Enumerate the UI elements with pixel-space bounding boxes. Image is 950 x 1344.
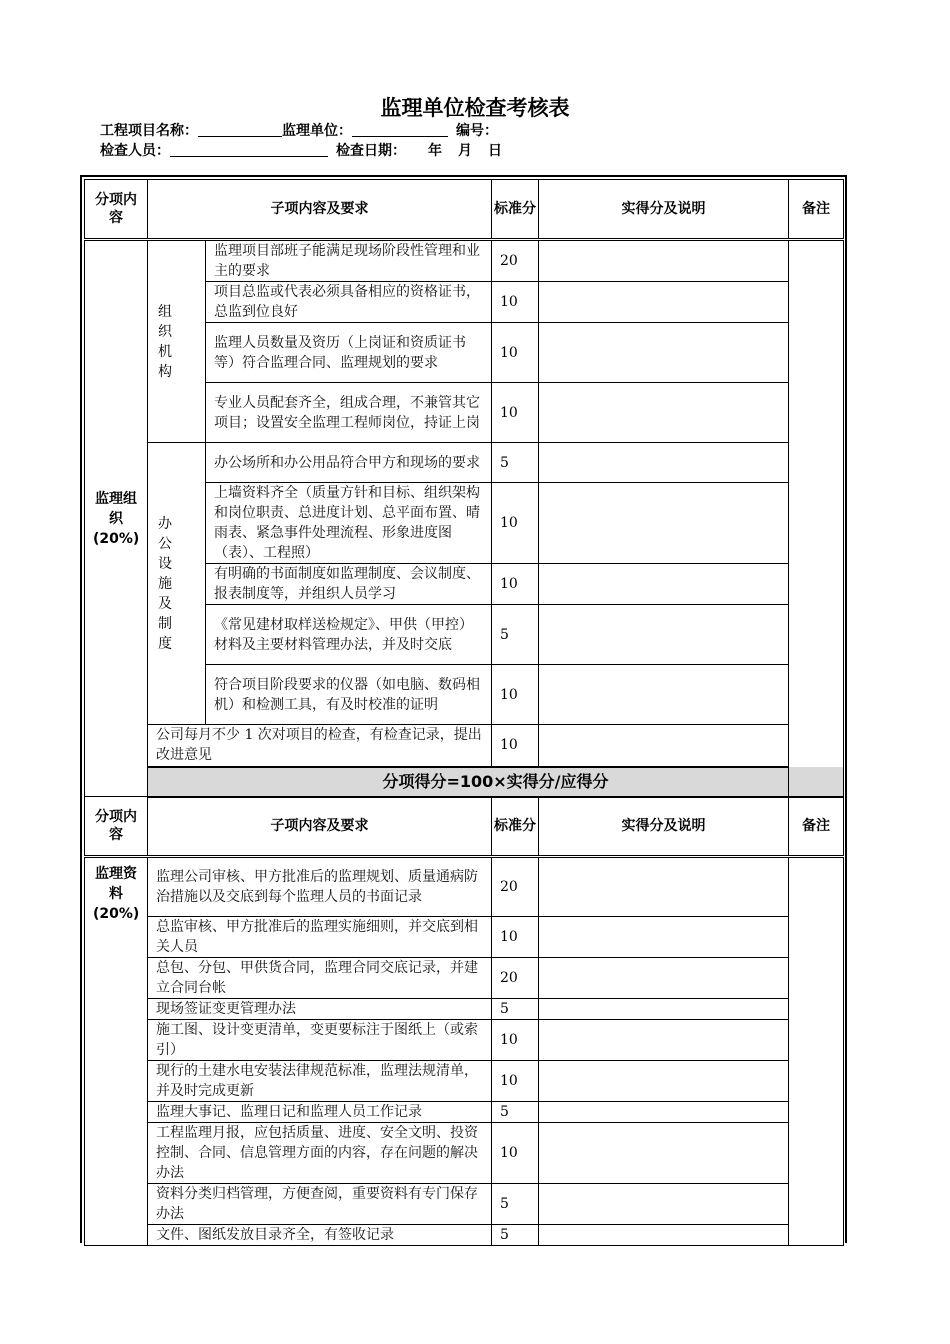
- actual-score-cell[interactable]: [539, 240, 789, 282]
- number-label: 编号：: [456, 123, 498, 139]
- header-content: 子项内容及要求: [148, 797, 492, 857]
- subgroup-cell: 办 公 设 施 及 制 度: [148, 443, 206, 725]
- day-label: 日: [488, 143, 502, 159]
- actual-score-cell[interactable]: [539, 917, 789, 958]
- item-text: 项目总监或代表必须具备相应的资格证书，总监到位良好: [206, 282, 492, 323]
- table-row: [85, 1184, 844, 1225]
- actual-score-cell[interactable]: [539, 564, 789, 605]
- item-text: 《常见建材取样送检规定》、甲供（甲控）材料及主要材料管理办法，并及时交底: [206, 605, 492, 665]
- header-actual-score: 实得分及说明: [539, 797, 789, 857]
- table-row: [85, 999, 844, 1020]
- standard-score: 10: [492, 564, 539, 605]
- table-row: [85, 958, 844, 999]
- actual-score-cell[interactable]: [539, 483, 789, 564]
- category-cell: 监理资料(20%): [85, 857, 148, 1246]
- standard-score: 10: [492, 1123, 539, 1184]
- item-text: 总包、分包、甲供货合同，监理合同交底记录，并建立合同台帐: [148, 958, 492, 999]
- standard-score: 20: [492, 857, 539, 917]
- inspector-blank[interactable]: [170, 143, 328, 157]
- actual-score-cell[interactable]: [539, 1184, 789, 1225]
- item-text: 现行的土建水电安装法律规范标准，监理法规清单，并及时完成更新: [148, 1061, 492, 1102]
- standard-score: 10: [492, 725, 539, 767]
- table-row: [85, 725, 844, 767]
- item-text: 符合项目阶段要求的仪器（如电脑、数码相机）和检测工具，有及时校准的证明: [206, 665, 492, 725]
- actual-score-cell[interactable]: [539, 857, 789, 917]
- inspection-date-label: 检查日期：: [336, 143, 406, 159]
- inspector-label: 检查人员：: [100, 143, 170, 159]
- table-row: [85, 1102, 844, 1123]
- standard-score: 5: [492, 443, 539, 483]
- header-category: 分项内容: [85, 180, 148, 240]
- actual-score-cell[interactable]: [539, 1061, 789, 1102]
- actual-score-cell[interactable]: [539, 1123, 789, 1184]
- standard-score: 5: [492, 1102, 539, 1123]
- standard-score: 5: [492, 1225, 539, 1246]
- subgroup-cell: 组 织 机构: [148, 240, 206, 443]
- remark-cell[interactable]: [789, 240, 844, 797]
- standard-score: 10: [492, 917, 539, 958]
- header-actual-score: 实得分及说明: [539, 180, 789, 240]
- standard-score: 5: [492, 999, 539, 1020]
- actual-score-cell[interactable]: [539, 999, 789, 1020]
- item-text: 总监审核、甲方批准后的监理实施细则，并交底到相关人员: [148, 917, 492, 958]
- standard-score: 10: [492, 282, 539, 323]
- header-row: [85, 797, 844, 857]
- table-row: [85, 443, 844, 483]
- item-text: 监理人员数量及资历（上岗证和资质证书等）符合监理合同、监理规划的要求: [206, 323, 492, 383]
- header-standard-score: 标准分: [492, 797, 539, 857]
- actual-score-cell[interactable]: [539, 725, 789, 767]
- table-row: [85, 857, 844, 917]
- actual-score-cell[interactable]: [539, 605, 789, 665]
- standard-score: 20: [492, 240, 539, 282]
- table-row: [85, 1225, 844, 1246]
- item-text: 监理大事记、监理日记和监理人员工作记录: [148, 1102, 492, 1123]
- item-text: 现场签证变更管理办法: [148, 999, 492, 1020]
- project-name-label: 工程项目名称：: [100, 123, 198, 139]
- table-row: [85, 917, 844, 958]
- actual-score-cell[interactable]: [539, 1225, 789, 1246]
- item-text: 工程监理月报，应包括质量、进度、安全文明、投资控制、合同、信息管理方面的内容，存在问题的解决办法: [148, 1123, 492, 1184]
- month-label: 月: [458, 143, 472, 159]
- standard-score: 10: [492, 323, 539, 383]
- info-line-2: [100, 140, 502, 160]
- standard-score: 10: [492, 383, 539, 443]
- item-text: 资料分类归档管理，方便查阅，重要资料有专门保存办法: [148, 1184, 492, 1225]
- item-text: 监理项目部班子能满足现场阶段性管理和业主的要求: [206, 240, 492, 282]
- item-text: 施工图、设计变更清单，变更要标注于图纸上（或索引）: [148, 1020, 492, 1061]
- header-category: 分项内容: [85, 797, 148, 857]
- item-text: 专业人员配套齐全，组成合理，不兼管其它项目；设置安全监理工程师岗位，持证上岗: [206, 383, 492, 443]
- actual-score-cell[interactable]: [539, 1102, 789, 1123]
- actual-score-cell[interactable]: [539, 958, 789, 999]
- actual-score-cell[interactable]: [539, 443, 789, 483]
- actual-score-cell[interactable]: [539, 323, 789, 383]
- item-text: 监理公司审核、甲方批准后的监理规划、质量通病防治措施以及交底到每个监理人员的书面记录: [148, 857, 492, 917]
- info-line-1: [100, 120, 498, 140]
- actual-score-cell[interactable]: [539, 383, 789, 443]
- item-text: 办公场所和办公用品符合甲方和现场的要求: [206, 443, 492, 483]
- supervision-unit-label: 监理单位：: [282, 123, 352, 139]
- table-row: [85, 1020, 844, 1061]
- header-remark: 备注: [789, 797, 844, 857]
- actual-score-cell[interactable]: [539, 665, 789, 725]
- year-label: 年: [428, 143, 442, 159]
- actual-score-cell[interactable]: [539, 1020, 789, 1061]
- standard-score: 10: [492, 665, 539, 725]
- item-text: 上墙资料齐全（质量方针和目标、组织架构和岗位职责、总进度计划、总平面布置、晴雨表、紧急事件处理流程、形象进度图（表）、工程照）: [206, 483, 492, 564]
- project-name-blank[interactable]: [198, 123, 282, 137]
- header-standard-score: 标准分: [492, 180, 539, 240]
- formula-text: 分项得分=100×实得分/应得分: [148, 767, 844, 797]
- table-row: [85, 240, 844, 282]
- standard-score: 20: [492, 958, 539, 999]
- actual-score-cell[interactable]: [539, 282, 789, 323]
- standard-score: 10: [492, 483, 539, 564]
- header-remark: 备注: [789, 180, 844, 240]
- inspection-table-container: [84, 179, 843, 1246]
- table-row: [85, 1123, 844, 1184]
- standard-score: 5: [492, 605, 539, 665]
- header-row: [85, 180, 844, 240]
- inspection-table: [84, 179, 844, 1246]
- item-text: 公司每月不少 1 次对项目的检查，有检查记录，提出改进意见: [148, 725, 492, 767]
- item-text: 有明确的书面制度如监理制度、会议制度、报表制度等，并组织人员学习: [206, 564, 492, 605]
- supervision-unit-blank[interactable]: [352, 123, 448, 137]
- remark-cell[interactable]: [789, 857, 844, 1246]
- standard-score: 10: [492, 1020, 539, 1061]
- standard-score: 5: [492, 1184, 539, 1225]
- standard-score: 10: [492, 1061, 539, 1102]
- formula-row: [85, 767, 844, 797]
- page-title: 监理单位检查考核表: [380, 96, 570, 120]
- table-row: [85, 1061, 844, 1102]
- category-cell: 监理组织(20%): [85, 240, 148, 797]
- item-text: 文件、图纸发放目录齐全，有签收记录: [148, 1225, 492, 1246]
- header-content: 子项内容及要求: [148, 180, 492, 240]
